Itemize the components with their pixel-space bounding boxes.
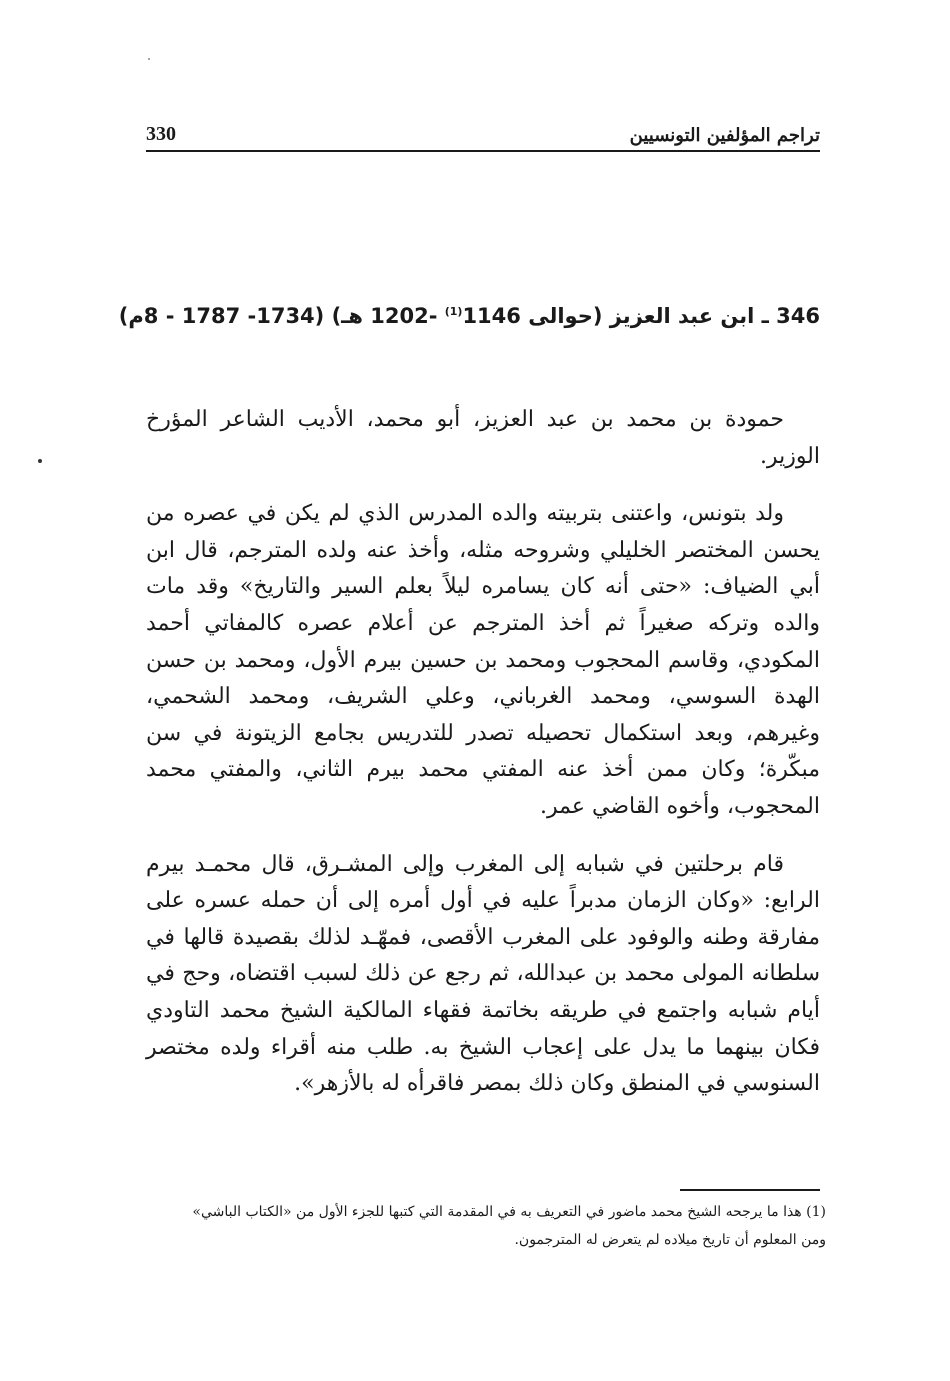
footnote-line: ومن المعلوم أن تاريخ ميلاده لم يتعرض له المترجمون.: [514, 1232, 826, 1248]
entry-heading-main: 346 ـ ابن عبد العزيز (حوالى 1146: [462, 304, 820, 328]
entry-heading: [118, 304, 820, 328]
page-number: 330: [146, 123, 176, 145]
body-text: [146, 402, 820, 1124]
running-title: تراجم المؤلفين التونسيين: [629, 125, 820, 146]
entry-heading-dates: -1202 هـ) (1734- 1787 - 8م): [118, 304, 445, 328]
scan-speck: [148, 58, 150, 60]
paragraph-intro: حمودة بن محمد بن عبد العزيز، أبو محمد، الأديب الشاعر المؤرخ الوزير.: [146, 407, 820, 469]
running-header: [146, 116, 820, 152]
footnote-divider: [680, 1189, 820, 1191]
scan-speck: [38, 459, 42, 463]
paragraph-education: ولد بتونس، واعتنى بتربيته والده المدرس الذي لم يكن في عصره من يحسن المختصر الخليلي وشروحه مثله، وأخذ عنه ولده المترجم، قال ابن أبي الضياف: «حتى أنه كان يسامره ليلاً بعلم السير والتاريخ» وقد مات والده وتركه صغيراً ثم أخذ المترجم عن أعلام عصره كالمفاتي أحمد المكودي، وقاسم المحجوب ومحمد بن حسين بيرم الأول، ومحمد بن حسن الهدة السوسي، ومحمد الغرباني، وعلي الشريف، ومحمد الشحمي، وغيرهم، وبعد استكمال تحصيله تصدر للتدريس بجامع الزيتونة في سن مبكّرة؛ وكان ممن أخذ عنه المفتي محمد بيرم الثاني، والمفتي محمد المحجوب، وأخوه القاضي عمر.: [146, 501, 820, 819]
footnote-line: (1) هذا ما يرجحه الشيخ محمد ماضور في التعريف به في المقدمة التي كتبها للجزء الأول من «الكتاب الباشي»: [192, 1204, 826, 1220]
paragraph-travels: قام برحلتين في شبابه إلى المغرب وإلى المشـرق، قال محمـد بيرم الرابع: «وكان الزمان مدبراً عليه في أول أمره إلى أن حمله عسره على مفارقة وطنه والوفود على المغرب الأقصى، فمهّـد لذلك بقصيدة قالها في سلطانه المولى محمد بن عبدالله، ثم رجع عن ذلك لسبب اقتضاه، وحج في أيام شبابه واجتمع في طريقه بخاتمة فقهاء المالكية الشيخ محمد التاودي فكان بينهما ما يدل على إعجاب الشيخ به. طلب منه أقراء ولده مختصر السنوسي في المنطق وكان ذلك بمصر فاقرأه له بالأزهر».: [146, 851, 820, 1097]
footnotes: [136, 1198, 826, 1254]
footnote-ref: (1): [444, 305, 463, 318]
